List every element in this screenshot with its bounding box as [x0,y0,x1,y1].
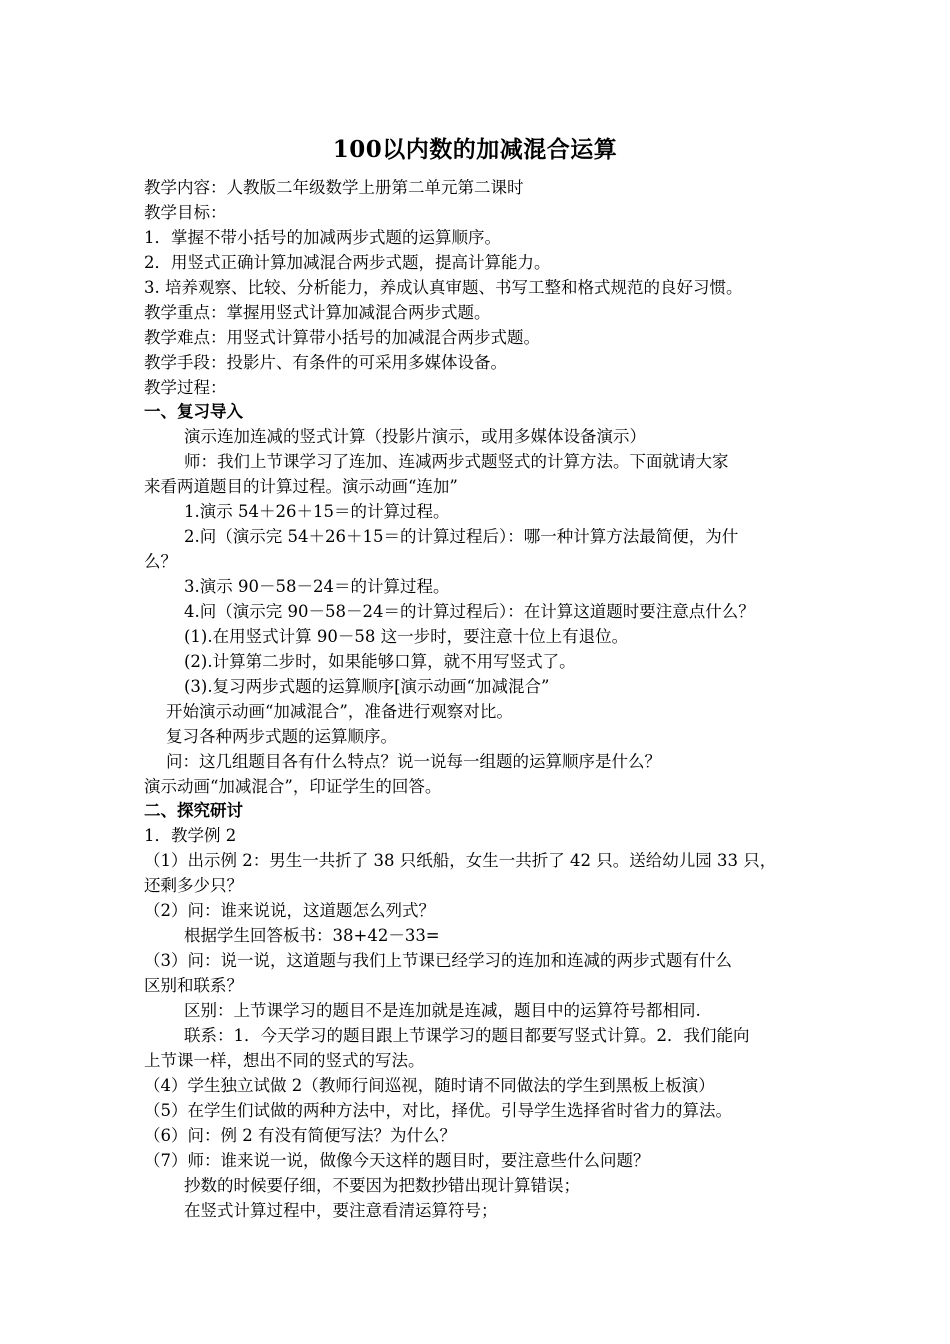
text-line: 教学过程： [144,378,227,397]
section-heading: 二、探究研讨 [144,801,243,820]
text-line: 教学重点：掌握用竖式计算加减混合两步式题。 [144,303,491,322]
text-line: (1).在用竖式计算 90－58 这一步时，要注意十位上有退位。 [184,627,629,646]
text-line: 在竖式计算过程中，要注意看清运算符号； [184,1201,498,1220]
text-line: 教学难点：用竖式计算带小括号的加减混合两步式题。 [144,328,540,347]
text-line: 区别：上节课学习的题目不是连加就是连减，题目中的运算符号都相同. [184,1001,701,1020]
text-line: 教学目标： [144,203,227,222]
text-line: （1）出示例 2：男生一共折了 38 只纸船，女生一共折了 42 只。送给幼儿园 33 只， [144,851,777,870]
text-line: 么？ [144,552,177,571]
text-line: 根据学生回答板书：38+42－33= [184,926,440,945]
text-line: 开始演示动画“加减混合”，准备进行观察对比。 [166,702,513,721]
text-line: 1.演示 54＋26＋15＝的计算过程。 [184,502,450,521]
text-line: （4）学生独立试做 2（教师行间巡视，随时请不同做法的学生到黑板上板演） [144,1076,715,1095]
text-line: （2）问：谁来说说，这道题怎么列式？ [144,901,435,920]
text-line: 抄数的时候要仔细，不要因为把数抄错出现计算错误； [184,1176,580,1195]
text-line: 3.演示 90－58－24＝的计算过程。 [184,577,450,596]
text-line: 3. 培养观察、比较、分析能力，养成认真审题、书写工整和格式规范的良好习惯。 [144,278,743,297]
text-line: 4.问（演示完 90－58－24＝的计算过程后）：在计算这道题时要注意点什么？ [184,602,755,621]
text-line: （6）问：例 2 有没有简便写法？为什么？ [144,1126,456,1145]
text-line: 师：我们上节课学习了连加、连减两步式题竖式的计算方法。下面就请大家 [184,452,729,471]
text-line: 教学内容：人教版二年级数学上册第二单元第二课时 [144,178,524,197]
text-line: 1．教学例 2 [144,826,237,845]
text-line: 1．掌握不带小括号的加减两步式题的运算顺序。 [144,228,501,247]
text-line: （5）在学生们试做的两种方法中，对比，择优。引导学生选择省时省力的算法。 [144,1101,732,1120]
text-line: 复习各种两步式题的运算顺序。 [166,727,397,746]
text-line: （7）师：谁来说一说，做像今天这样的题目时，要注意些什么问题？ [144,1151,650,1170]
text-line: 2．用竖式正确计算加减混合两步式题，提高计算能力。 [144,253,551,272]
text-line: 区别和联系？ [144,976,243,995]
text-line: (2).计算第二步时，如果能够口算，就不用写竖式了。 [184,652,576,671]
text-line: 演示动画“加减混合”，印证学生的回答。 [144,777,442,796]
text-line: 上节课一样，想出不同的竖式的写法。 [144,1051,425,1070]
text-line: 教学手段：投影片、有条件的可采用多媒体设备。 [144,353,507,372]
text-line: 2.问（演示完 54＋26＋15＝的计算过程后）：哪一种计算方法最简便，为什 [184,527,739,546]
text-line: 联系：1．今天学习的题目跟上节课学习的题目都要写竖式计算。2．我们能向 [184,1026,750,1045]
text-line: 演示连加连减的竖式计算（投影片演示，或用多媒体设备演示） [184,427,646,446]
section-heading: 一、复习导入 [144,402,243,421]
text-line: 问：这几组题目各有什么特点？说一说每一组题的运算顺序是什么？ [166,752,661,771]
text-line: (3).复习两步式题的运算顺序[演示动画“加减混合” [184,677,550,696]
text-line: 还剩多少只？ [144,876,243,895]
text-line: 来看两道题目的计算过程。演示动画“连加” [144,477,458,496]
document-title: 100以内数的加减混合运算 [332,136,618,163]
text-line: （3）问：说一说，这道题与我们上节课已经学习的连加和连减的两步式题有什么 [144,951,732,970]
